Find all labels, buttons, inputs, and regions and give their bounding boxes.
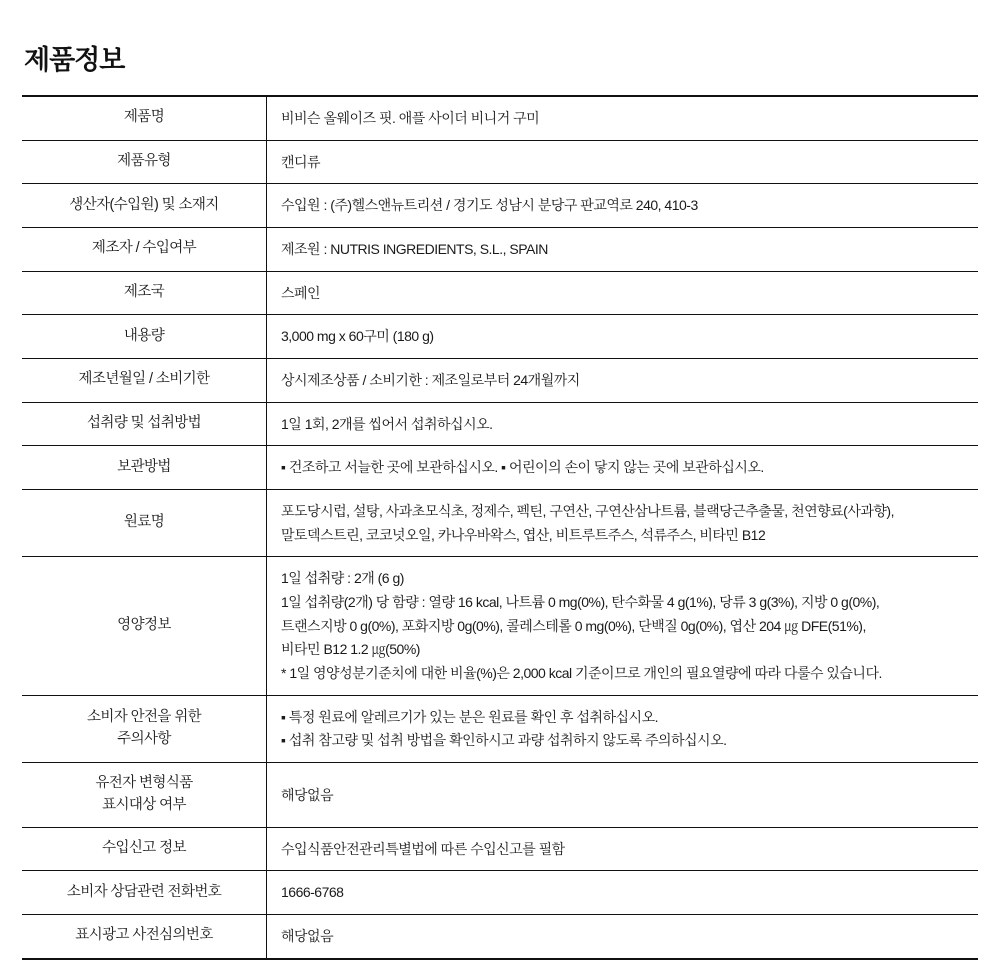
row-value <box>267 271 979 315</box>
row-label-line: 제품명 <box>123 109 165 126</box>
table-row <box>22 763 978 828</box>
row-value <box>267 359 979 403</box>
row-value <box>267 871 979 915</box>
row-label-line: 섭취량 및 섭취방법 <box>86 415 202 432</box>
row-value-line: 캔디류 <box>281 153 321 170</box>
page-title: 제품정보 <box>24 45 125 75</box>
row-value <box>267 490 979 557</box>
table-row <box>22 490 978 557</box>
row-label-line: 표시대상 여부 <box>102 796 186 813</box>
table-row <box>22 359 978 403</box>
row-label <box>22 763 267 828</box>
row-value-line: 제조원 : NUTRIS INGREDIENTS, S.L., SPAIN <box>281 241 548 258</box>
row-label-line: 제조년월일 / 소비기한 <box>78 371 210 388</box>
row-value-line: 해당없음 <box>281 786 334 803</box>
table-row <box>22 228 978 272</box>
table-row <box>22 184 978 228</box>
row-value <box>267 402 979 446</box>
row-value-line: 3,000 mg x 60구미 (180 g) <box>281 328 434 345</box>
row-label-line: 소비자 안전을 위한 <box>86 709 202 726</box>
row-value <box>267 827 979 871</box>
row-label-line: 내용량 <box>123 327 165 344</box>
row-value-line: 해당없음 <box>281 927 334 944</box>
table-row <box>22 695 978 762</box>
row-value-line: 말토덱스트린, 코코넛오일, 카나우바왁스, 엽산, 비트루트주스, 석류주스, 비타민 B12 <box>281 526 766 543</box>
row-value-line: ▪ 건조하고 서늘한 곳에 보관하십시오. ▪ 어린이의 손이 닿지 않는 곳에 보관하십시오. <box>281 459 764 476</box>
row-value <box>267 914 979 958</box>
row-value-line: 비타민 B12 1.2 ㎍(50%) <box>281 641 420 658</box>
row-label-line: 유전자 변형식품 <box>95 775 193 792</box>
row-label-line: 표시광고 사전심의번호 <box>75 927 213 944</box>
row-value-line: 1일 섭취량(2개) 당 함량 : 열량 16 kcal, 나트륨 0 mg(0%), 탄수화물 4 g(1%), 당류 3 g(3%), 지방 0 g(0%), <box>281 594 880 611</box>
product-info-table <box>22 95 978 960</box>
row-value <box>267 184 979 228</box>
table-row <box>22 271 978 315</box>
row-label-line: 생산자(수입원) 및 소재지 <box>69 196 219 213</box>
table-row <box>22 315 978 359</box>
row-value <box>267 96 979 140</box>
table-row <box>22 446 978 490</box>
row-value <box>267 557 979 695</box>
row-value-line: 트랜스지방 0 g(0%), 포화지방 0g(0%), 콜레스테롤 0 mg(0%), 단백질 0g(0%), 엽산 204 ㎍ DFE(51%), <box>281 617 866 634</box>
table-row <box>22 96 978 140</box>
row-value <box>267 228 979 272</box>
row-value-line: * 1일 영양성분기준치에 대한 비율(%)은 2,000 kcal 기준이므로 개인의 필요열량에 따라 다룰수 있습니다. <box>281 665 882 682</box>
row-label-line: 소비자 상담관련 전화번호 <box>66 883 222 900</box>
row-value <box>267 446 979 490</box>
table-row <box>22 871 978 915</box>
row-value-line: 수입원 : (주)헬스앤뉴트리션 / 경기도 성남시 분당구 판교역로 240, 410-3 <box>281 197 698 214</box>
row-value-line: 1666-6768 <box>281 884 344 901</box>
row-label-line: 보관방법 <box>117 458 171 475</box>
row-value <box>267 140 979 184</box>
row-label-line: 영양정보 <box>117 617 171 634</box>
row-label <box>22 871 267 915</box>
row-label <box>22 695 267 762</box>
row-value-line: 상시제조상품 / 소비기한 : 제조일로부터 24개월까지 <box>281 372 580 389</box>
row-label-line: 수입신고 정보 <box>102 840 186 857</box>
row-value-line: 포도당시럽, 설탕, 사과초모식초, 정제수, 펙틴, 구연산, 구연산삼나트륨, 블랙당근추출물, 천연향료(사과향), <box>281 503 894 520</box>
row-label-line: 제조국 <box>123 284 165 301</box>
row-label-line: 제품유형 <box>117 153 171 170</box>
product-info-table-body <box>22 96 978 959</box>
row-value <box>267 695 979 762</box>
row-label <box>22 446 267 490</box>
row-label <box>22 315 267 359</box>
row-value-line: 수입식품안전관리특별법에 따른 수입신고를 필함 <box>281 840 565 857</box>
row-label-line: 제조자 / 수입여부 <box>91 240 197 257</box>
row-value <box>267 315 979 359</box>
row-label <box>22 140 267 184</box>
row-value-line: 스페인 <box>281 284 321 301</box>
row-value-line: 비비슨 올웨이즈 핏. 애플 사이더 비니거 구미 <box>281 110 540 126</box>
row-value-line: ▪ 섭취 참고량 및 섭취 방법을 확인하시고 과량 섭취하지 않도록 주의하십시오. <box>281 732 727 749</box>
table-row <box>22 140 978 184</box>
row-label <box>22 271 267 315</box>
row-value-line: ▪ 특정 원료에 알레르기가 있는 분은 원료를 확인 후 섭취하십시오. <box>281 708 658 725</box>
row-value-line: 1일 1회, 2개를 씹어서 섭취하십시오. <box>281 415 493 432</box>
table-row <box>22 827 978 871</box>
row-label-line: 원료명 <box>123 514 165 531</box>
row-label <box>22 557 267 695</box>
table-row <box>22 914 978 958</box>
row-label <box>22 402 267 446</box>
row-label <box>22 914 267 958</box>
row-label <box>22 827 267 871</box>
row-value-line: 1일 섭취량 : 2개 (6 g) <box>281 570 404 587</box>
table-row <box>22 557 978 695</box>
row-label <box>22 490 267 557</box>
row-value <box>267 763 979 828</box>
row-label <box>22 228 267 272</box>
table-row <box>22 402 978 446</box>
row-label <box>22 184 267 228</box>
row-label-line: 주의사항 <box>117 730 171 747</box>
row-label <box>22 96 267 140</box>
row-label <box>22 359 267 403</box>
